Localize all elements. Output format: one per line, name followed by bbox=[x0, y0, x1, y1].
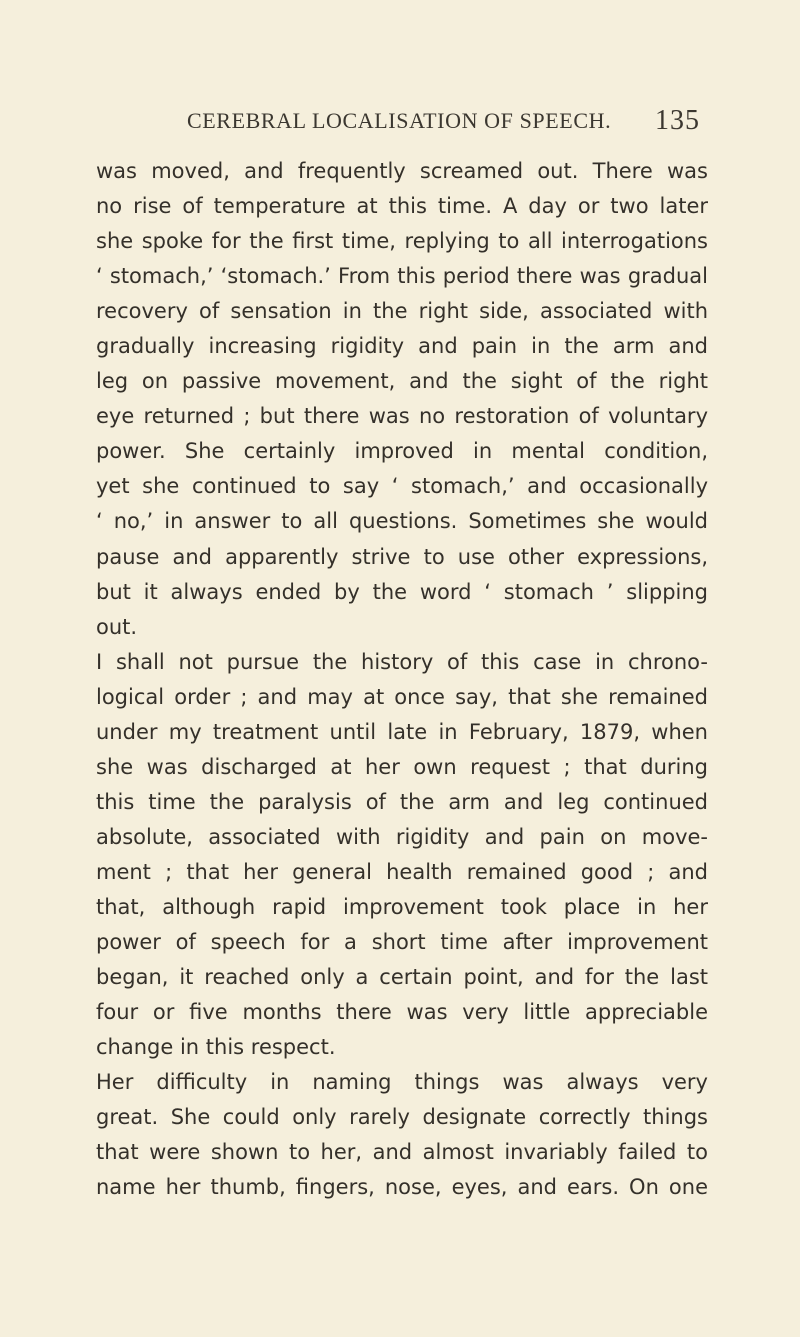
text-line: logical order ; and may at once say, that she remained bbox=[96, 684, 708, 709]
text-line: change in this respect. bbox=[96, 1035, 336, 1060]
page-number: 135 bbox=[655, 105, 700, 136]
text-line: this time the paralysis of the arm and leg continued bbox=[96, 789, 708, 814]
text-line: that, although rapid improvement took place in her bbox=[96, 894, 708, 919]
text-line: gradually increasing rigidity and pain in the arm and bbox=[96, 334, 708, 359]
text-line: pause and apparently strive to use other expressions, bbox=[96, 544, 708, 569]
text-line: but it always ended by the word ‘ stomach ’ slipping bbox=[96, 579, 708, 604]
text-line: she spoke for the first time, replying to all interrogations bbox=[96, 229, 708, 254]
text-line: power. She certainly improved in mental condition, bbox=[96, 439, 708, 464]
text-line: absolute, associated with rigidity and pain on move- bbox=[96, 824, 708, 849]
text-line: power of speech for a short time after improvement bbox=[96, 930, 708, 955]
text-line: yet she continued to say ‘ stomach,’ and occasionally bbox=[96, 474, 708, 499]
text-line: began, it reached only a certain point, and for the last bbox=[96, 965, 708, 990]
text-line: out. bbox=[96, 614, 138, 639]
running-head bbox=[0, 105, 800, 142]
text-line: ‘ stomach,’ ‘stomach.’ From this period there was gradual bbox=[96, 264, 708, 289]
text-line: that were shown to her, and almost invariably failed to bbox=[96, 1140, 708, 1165]
text-line: she was discharged at her own request ; that during bbox=[96, 754, 708, 779]
text-line: great. She could only rarely designate correctly things bbox=[96, 1105, 708, 1130]
running-title: CEREBRAL LOCALISATION OF SPEECH. bbox=[187, 108, 612, 133]
text-line: I shall not pursue the history of this case in chrono- bbox=[96, 649, 708, 674]
text-line: under my treatment until late in February, 1879, when bbox=[96, 719, 708, 744]
text-line: eye returned ; but there was no restoration of voluntary bbox=[96, 404, 708, 429]
text-line: no rise of temperature at this time. A day or two later bbox=[96, 194, 708, 219]
text-line: ‘ no,’ in answer to all questions. Sometimes she would bbox=[96, 509, 708, 534]
body-text bbox=[96, 154, 708, 1205]
text-line: four or five months there was very little appreciable bbox=[96, 1000, 708, 1025]
text-line: was moved, and frequently screamed out. There was bbox=[96, 159, 708, 183]
text-line: leg on passive movement, and the sight of the right bbox=[96, 369, 708, 394]
text-line: ment ; that her general health remained good ; and bbox=[96, 859, 708, 884]
text-line: recovery of sensation in the right side, associated with bbox=[96, 299, 708, 324]
text-line: name her thumb, fingers, nose, eyes, and ears. On one bbox=[96, 1175, 708, 1200]
text-line: Her difficulty in naming things was always very bbox=[96, 1070, 708, 1095]
